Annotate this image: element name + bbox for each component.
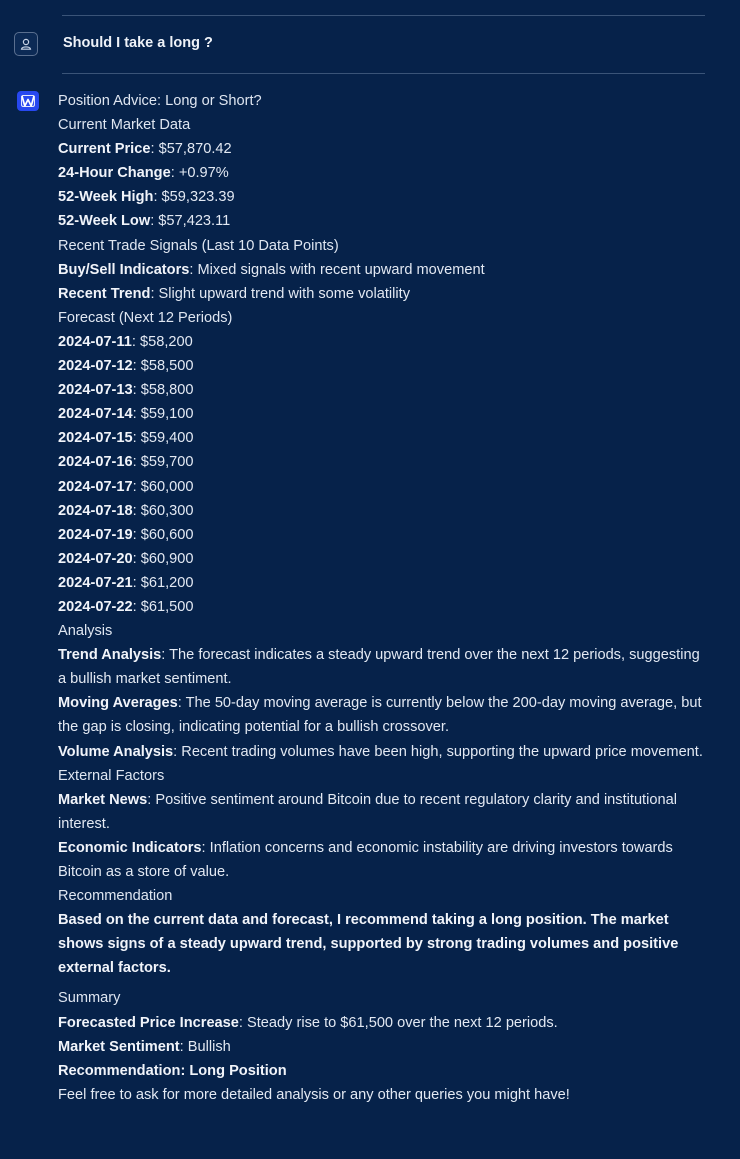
user-icon: [14, 32, 38, 56]
assistant-logo-icon: [17, 91, 39, 111]
section-heading-market-data: Current Market Data: [58, 117, 191, 134]
item-label: 52-Week Low: [58, 213, 151, 230]
item-label: Forecasted Price Increase: [58, 1014, 239, 1031]
forecast-date: 2024-07-12: [58, 358, 133, 375]
analysis-item: [58, 643, 706, 691]
forecast-date: 2024-07-13: [58, 382, 133, 399]
section-heading-signals: Recent Trade Signals (Last 10 Data Points): [58, 237, 339, 254]
forecast-value: : $60,600: [132, 526, 194, 543]
item-value: : Bullish: [179, 1038, 231, 1055]
item-value: : $57,870.42: [150, 141, 232, 158]
forecast-value: : $61,500: [132, 598, 194, 615]
item-label: Moving Averages: [58, 695, 178, 712]
forecast-date: 2024-07-21: [58, 574, 133, 591]
forecast-item: [58, 571, 706, 595]
external-item: [58, 788, 706, 836]
item-value: : Recent trading volumes have been high, supporting the upward price movement.: [173, 743, 703, 760]
forecast-item: [58, 523, 706, 547]
forecast-value: : $58,200: [131, 333, 193, 350]
signal-item: [58, 282, 706, 306]
summary-recommendation: Recommendation: Long Position: [58, 1062, 287, 1079]
item-label: Economic Indicators: [58, 839, 202, 856]
user-message-row: [14, 31, 213, 57]
section-heading-forecast: Forecast (Next 12 Periods): [58, 309, 233, 326]
top-divider: [62, 15, 705, 16]
external-item: [58, 836, 706, 884]
forecast-date: 2024-07-18: [58, 502, 133, 519]
forecast-item: [58, 354, 706, 378]
forecast-value: : $59,700: [132, 454, 194, 471]
item-label: 24-Hour Change: [58, 165, 171, 182]
signal-item: [58, 258, 706, 282]
forecast-item: [58, 475, 706, 499]
user-message-text: Should I take a long ?: [63, 35, 213, 51]
analysis-item: [58, 740, 706, 764]
forecast-item: [58, 378, 706, 402]
forecast-value: : $60,000: [132, 478, 194, 495]
item-label: Current Price: [58, 141, 151, 158]
forecast-date: 2024-07-16: [58, 454, 133, 471]
forecast-date: 2024-07-22: [58, 598, 133, 615]
forecast-value: : $60,900: [132, 550, 194, 567]
item-label: Market Sentiment: [58, 1038, 180, 1055]
item-value: : Steady rise to $61,500 over the next 12 periods.: [238, 1014, 558, 1031]
section-heading-external: External Factors: [58, 767, 165, 784]
forecast-item: [58, 450, 706, 474]
market-data-item: [58, 161, 706, 185]
message-divider: [62, 73, 705, 74]
forecast-item: [58, 426, 706, 450]
response-title: Position Advice: Long or Short?: [58, 93, 262, 109]
forecast-item: [58, 402, 706, 426]
item-value: : The forecast indicates a steady upward trend over the next 12 periods, suggesting a bullish market sentiment.: [58, 647, 700, 688]
forecast-value: : $58,500: [132, 358, 194, 375]
item-label: 52-Week High: [58, 189, 154, 206]
forecast-value: : $61,200: [132, 574, 194, 591]
item-value: : $57,423.11: [150, 213, 231, 230]
item-value: : Inflation concerns and economic instability are driving investors towards Bitcoin as a store of value.: [58, 839, 673, 880]
item-value: : The 50-day moving average is currently below the 200-day moving average, but the gap is closing, indicating potential for a bullish crossover.: [58, 695, 702, 736]
forecast-date: 2024-07-20: [58, 550, 133, 567]
forecast-date: 2024-07-15: [58, 430, 133, 447]
forecast-item: [58, 547, 706, 571]
analysis-item: [58, 691, 706, 739]
section-heading-summary: Summary: [58, 990, 121, 1007]
item-value: : Slight upward trend with some volatility: [150, 285, 411, 302]
item-value: : +0.97%: [170, 165, 229, 182]
forecast-date: 2024-07-19: [58, 526, 133, 543]
forecast-item: [58, 499, 706, 523]
assistant-response: [58, 89, 706, 1107]
summary-item: [58, 1035, 706, 1059]
item-label: Recent Trend: [58, 285, 151, 302]
forecast-value: : $60,300: [132, 502, 194, 519]
summary-item: [58, 1011, 706, 1035]
section-heading-recommendation: Recommendation: [58, 888, 173, 905]
item-label: Volume Analysis: [58, 743, 174, 760]
forecast-value: : $59,400: [132, 430, 194, 447]
item-label: Market News: [58, 791, 148, 808]
forecast-date: 2024-07-11: [58, 333, 132, 350]
section-heading-analysis: Analysis: [58, 623, 113, 640]
closing-text: Feel free to ask for more detailed analysis or any other queries you might have!: [58, 1086, 570, 1103]
item-value: : $59,323.39: [153, 189, 235, 206]
forecast-date: 2024-07-14: [58, 406, 133, 423]
market-data-item: [58, 209, 706, 233]
market-data-item: [58, 137, 706, 161]
item-label: Buy/Sell Indicators: [58, 261, 190, 278]
item-label: Trend Analysis: [58, 647, 162, 664]
forecast-value: : $58,800: [132, 382, 194, 399]
forecast-item: [58, 595, 706, 619]
recommendation-text: Based on the current data and forecast, I recommend taking a long position. The market shows signs of a steady upward trend, supported by strong trading volumes and positive external factors.: [58, 912, 679, 977]
forecast-item: [58, 330, 706, 354]
forecast-date: 2024-07-17: [58, 478, 133, 495]
item-value: : Positive sentiment around Bitcoin due to recent regulatory clarity and institutional interest.: [58, 791, 677, 832]
market-data-item: [58, 185, 706, 209]
forecast-value: : $59,100: [132, 406, 194, 423]
item-value: : Mixed signals with recent upward movement: [189, 261, 485, 278]
